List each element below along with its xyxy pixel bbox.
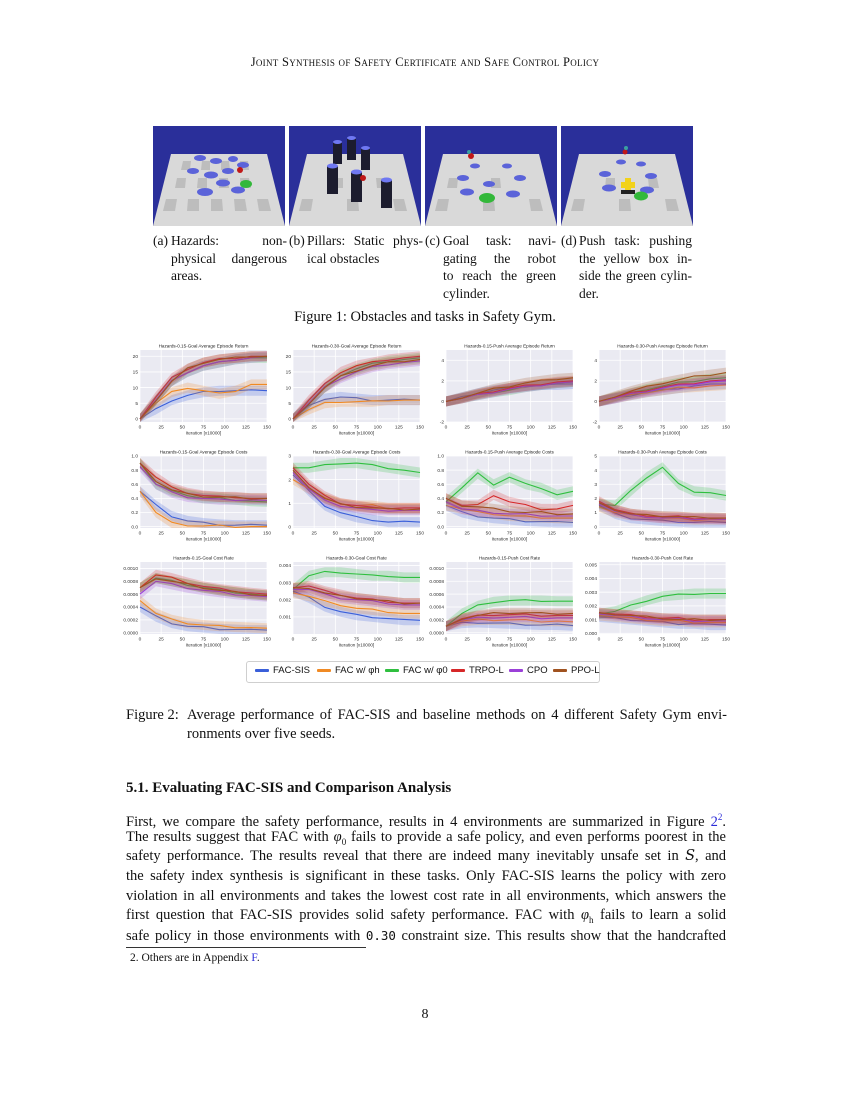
x-tick-label: 125 [241, 637, 250, 643]
x-tick-label: 150 [262, 637, 272, 643]
subplot-title: Hazards-0.30-Goal Average Episode Return [311, 343, 402, 349]
x-tick-label: 50 [332, 637, 339, 643]
x-tick-label: 75 [353, 637, 360, 643]
subcaption-line: areas. [171, 268, 203, 283]
subplot [437, 450, 577, 542]
x-tick-label: 100 [526, 425, 535, 431]
goal-scene-image [425, 126, 557, 226]
y-tick-label: 4 [594, 358, 597, 364]
subplot [593, 344, 730, 436]
subcaption-label: (c) [425, 233, 440, 248]
x-axis-label: Iteration [x10000] [185, 642, 222, 648]
subplot [133, 344, 272, 436]
y-tick-label: 1.0 [437, 454, 444, 460]
subplot-title: Hazards-0.30-Push Cost Rate [631, 555, 694, 561]
x-tick-label: 150 [415, 425, 425, 431]
legend-swatch [451, 669, 465, 672]
x-tick-label: 75 [659, 637, 666, 643]
x-tick-label: 0 [138, 637, 142, 643]
x-tick-label: 125 [394, 637, 403, 643]
subplot-title: Hazards-0.15-Push Cost Rate [478, 555, 541, 561]
y-tick-label: 20 [285, 354, 291, 360]
subcaption-line: Hazards: non- [171, 233, 287, 248]
y-tick-label: 4 [594, 468, 597, 474]
legend-swatch [553, 669, 567, 672]
footnote: 2. Others are in Appendix F. [130, 952, 260, 964]
x-tick-label: 75 [200, 637, 207, 643]
y-tick-label: 4 [441, 358, 444, 364]
y-tick-label: 0.000 [584, 632, 597, 638]
subplot-title: Hazards-0.15-Goal Average Episode Return [158, 343, 249, 349]
legend-label: FAC w/ φh [335, 665, 380, 676]
x-tick-label: 75 [506, 531, 513, 537]
legend-swatch [255, 669, 269, 672]
x-tick-label: 100 [373, 531, 382, 537]
x-tick-label: 25 [617, 637, 623, 643]
figure-ref-link[interactable]: 2 [710, 813, 718, 830]
x-tick-label: 25 [617, 425, 623, 431]
y-tick-label: 0.0002 [429, 618, 444, 624]
y-tick-label: 0.0 [131, 525, 138, 531]
subcaption-line: the yellow box in- [579, 250, 692, 266]
y-tick-label: 2 [441, 379, 444, 385]
paragraph-line: first question that FAC-SIS provides solid safety performance. FAC with $\varphi_h$ fails to learn a solid [126, 907, 727, 926]
x-tick-label: 150 [415, 531, 425, 537]
x-tick-label: 50 [179, 531, 186, 537]
x-tick-label: 125 [547, 531, 556, 537]
x-tick-label: 0 [138, 425, 142, 431]
legend-item [385, 665, 448, 676]
x-tick-label: 50 [179, 637, 186, 643]
subcaption-line: side the green cylin- [579, 268, 692, 283]
y-tick-label: 0.005 [584, 563, 597, 569]
y-tick-label: 0.6 [131, 482, 138, 488]
x-tick-label: 75 [353, 425, 360, 431]
y-tick-label: 2 [288, 478, 291, 484]
subplot-title: Hazards-0.30-Goal Average Episode Costs [312, 449, 401, 455]
x-tick-label: 25 [464, 637, 470, 643]
subplot [594, 450, 730, 542]
footnote-rule [126, 947, 366, 948]
subplot [288, 450, 424, 542]
x-tick-label: 150 [721, 531, 730, 537]
y-tick-label: 2 [594, 497, 597, 503]
y-tick-label: 0.002 [278, 598, 291, 604]
x-axis-label: Iteration [x10000] [338, 430, 375, 436]
y-tick-label: 0.004 [278, 564, 291, 570]
x-axis-label: Iteration [x10000] [338, 642, 375, 648]
y-tick-label: 0.0006 [123, 592, 138, 598]
y-tick-label: 0.0004 [123, 605, 138, 611]
paragraph-line: the safety index synthesis is significant in these tasks. Only FAC-SIS learns the policy with zero [126, 868, 726, 885]
x-tick-label: 100 [373, 637, 382, 643]
paragraph-line: First, we compare the safety performance, results in 4 environments are summarized in Figure $2^2$. [126, 812, 726, 830]
y-tick-label: 0.003 [278, 581, 291, 587]
subplot [440, 344, 578, 436]
subplot-title: Hazards-0.30-Push Average Episode Costs [618, 449, 707, 455]
y-tick-label: 0.0002 [123, 618, 138, 624]
y-tick-label: 0.0008 [123, 579, 138, 585]
subcaption-line: gating the robot [443, 250, 556, 266]
x-tick-label: 125 [700, 637, 709, 643]
y-tick-label: 3 [288, 454, 291, 460]
x-tick-label: 0 [291, 637, 295, 643]
x-tick-label: 100 [679, 425, 688, 431]
subplot-title: Hazards-0.15-Goal Average Episode Costs [159, 449, 248, 455]
push-scene-image [561, 126, 693, 226]
x-tick-label: 75 [353, 531, 360, 537]
figure2-legend [246, 661, 600, 683]
x-tick-label: 75 [506, 425, 513, 431]
x-tick-label: 0 [138, 531, 142, 537]
y-tick-label: 2 [594, 379, 597, 385]
x-tick-label: 125 [547, 425, 556, 431]
x-axis-label: Iteration [x10000] [644, 536, 681, 542]
x-tick-label: 100 [526, 637, 535, 643]
x-tick-label: 100 [679, 637, 688, 643]
subcaption-label: (d) [561, 233, 577, 248]
x-tick-label: 50 [638, 637, 645, 643]
y-tick-label: 5 [135, 401, 138, 407]
paragraph-line: safety performance. The results reveal that there are indeed many inevitably unsafe set in S, and [126, 848, 727, 865]
y-tick-label: 20 [132, 354, 138, 360]
x-tick-label: 75 [200, 531, 207, 537]
y-tick-label: 0 [594, 400, 597, 406]
subcaption-line: der. [579, 285, 599, 301]
x-tick-label: 25 [311, 425, 317, 431]
x-tick-label: 25 [464, 531, 470, 537]
x-tick-label: 125 [547, 637, 556, 643]
y-tick-label: 0.0006 [429, 592, 444, 598]
x-tick-label: 50 [179, 425, 186, 431]
subplot [131, 450, 271, 542]
pillars-scene-image [289, 126, 421, 226]
x-tick-label: 150 [262, 531, 272, 537]
x-tick-label: 100 [526, 531, 535, 537]
y-tick-label: 1 [594, 511, 597, 517]
figure2-caption-line: Average performance of FAC-SIS and baseline methods on 4 different Safety Gym envi- [187, 707, 727, 723]
y-tick-label: 0.6 [437, 482, 444, 488]
y-tick-label: 15 [285, 370, 291, 376]
figure2-plot-grid [118, 340, 730, 658]
legend-label: PPO-L [571, 665, 600, 676]
y-tick-label: 0.0000 [429, 631, 444, 637]
x-tick-label: 150 [568, 531, 578, 537]
x-tick-label: 150 [721, 637, 730, 643]
legend-label: CPO [527, 665, 548, 676]
subcaption-line: ical obstacles [307, 250, 380, 266]
x-tick-label: 125 [700, 425, 709, 431]
x-axis-label: Iteration [x10000] [185, 536, 222, 542]
legend-swatch [509, 669, 523, 672]
x-tick-label: 0 [597, 425, 601, 431]
legend-item [451, 665, 504, 676]
subplot [286, 344, 425, 436]
x-tick-label: 125 [241, 531, 250, 537]
legend-item [553, 665, 600, 676]
x-tick-label: 0 [597, 637, 601, 643]
footnote-marker[interactable]: 2 [717, 812, 723, 822]
x-tick-label: 75 [659, 531, 666, 537]
x-tick-label: 125 [241, 425, 250, 431]
x-tick-label: 150 [568, 637, 578, 643]
hazards-scene-image [153, 126, 285, 226]
y-tick-label: 0 [441, 400, 444, 406]
subcaption-line: Pillars: Static phys- [307, 233, 423, 248]
legend-label: TRPO-L [469, 665, 504, 676]
x-tick-label: 125 [394, 531, 403, 537]
y-tick-label: 0.0000 [123, 631, 138, 637]
x-tick-label: 0 [444, 531, 448, 537]
y-tick-label: 10 [132, 386, 138, 392]
figure1-caption: Figure 1: Obstacles and tasks in Safety Gym. [294, 309, 556, 325]
running-header: Joint Synthesis of Safety Certificate and Safe Control Policy [250, 55, 600, 69]
legend-swatch [385, 669, 399, 672]
y-tick-label: 0.0008 [429, 579, 444, 585]
x-axis-label: Iteration [x10000] [491, 536, 528, 542]
y-tick-label: 1 [288, 501, 291, 507]
x-tick-label: 100 [373, 425, 382, 431]
x-tick-label: 125 [700, 531, 709, 537]
x-tick-label: 100 [220, 425, 229, 431]
y-tick-label: 5 [594, 454, 597, 460]
page-number: 8 [421, 1007, 429, 1022]
y-tick-label: 0.004 [584, 577, 597, 583]
x-axis-label: Iteration [x10000] [644, 642, 681, 648]
legend-item [509, 665, 548, 676]
paragraph-line: The results suggest that FAC with $\varphi_0$ fails to provide a safe policy, and even performs poorest in the [126, 828, 726, 847]
y-tick-label: 0 [288, 417, 291, 423]
x-tick-label: 0 [291, 425, 295, 431]
legend-label: FAC w/ φ0 [403, 665, 448, 676]
x-tick-label: 25 [158, 531, 164, 537]
y-tick-label: 0.8 [437, 468, 444, 474]
x-tick-label: 75 [200, 425, 207, 431]
y-tick-label: 15 [132, 370, 138, 376]
subplot [429, 556, 577, 648]
subplot-title: Hazards-0.15-Push Average Episode Costs [465, 449, 554, 455]
x-tick-label: 50 [332, 531, 339, 537]
legend-item [255, 665, 310, 676]
subplot [123, 556, 271, 648]
y-tick-label: -2 [439, 420, 444, 426]
subcaption-line: physical dangerous [171, 250, 287, 266]
subplot-title: Hazards-0.30-Push Average Episode Return [617, 343, 708, 349]
x-tick-label: 25 [158, 637, 164, 643]
x-tick-label: 50 [485, 531, 492, 537]
subcaption-line: Push task: pushing [579, 233, 692, 248]
x-tick-label: 25 [464, 425, 470, 431]
x-tick-label: 125 [394, 425, 403, 431]
subplot-title: Hazards-0.30-Goal Cost Rate [326, 555, 387, 561]
x-axis-label: Iteration [x10000] [644, 430, 681, 436]
x-tick-label: 50 [638, 531, 645, 537]
subcaption-line: Goal task: navi- [443, 233, 556, 248]
y-tick-label: -2 [592, 420, 597, 426]
subcaption-line: to reach the green [443, 268, 556, 283]
x-tick-label: 150 [415, 637, 425, 643]
y-tick-label: 0.001 [278, 615, 291, 621]
x-tick-label: 25 [311, 531, 317, 537]
y-tick-label: 0.0010 [429, 567, 444, 573]
figure2-caption-line: ronments over five seeds. [187, 726, 336, 742]
y-tick-label: 0 [135, 417, 138, 423]
y-tick-label: 0.0004 [429, 605, 444, 611]
subcaption-label: (a) [153, 233, 168, 248]
x-tick-label: 50 [332, 425, 339, 431]
y-tick-label: 0.4 [131, 497, 138, 503]
paragraph-line: safe policy in those environments with 0.30 constraint size. This results show that the handcrafted [126, 928, 726, 945]
figure2-caption-label: Figure 2: [126, 707, 179, 723]
section-heading: 5.1. Evaluating FAC-SIS and Comparison Analysis [126, 780, 452, 796]
x-tick-label: 0 [597, 531, 601, 537]
x-tick-label: 150 [721, 425, 730, 431]
y-tick-label: 1.0 [131, 454, 138, 460]
y-tick-label: 0.003 [584, 590, 597, 596]
y-tick-label: 0.2 [437, 511, 444, 517]
x-tick-label: 50 [638, 425, 645, 431]
y-tick-label: 0.8 [131, 468, 138, 474]
x-tick-label: 100 [679, 531, 688, 537]
x-axis-label: Iteration [x10000] [338, 536, 375, 542]
y-tick-label: 0.0 [437, 525, 444, 531]
x-tick-label: 75 [506, 637, 513, 643]
legend-label: FAC-SIS [273, 665, 310, 676]
y-tick-label: 0 [594, 525, 597, 531]
x-tick-label: 50 [485, 425, 492, 431]
subplot-title: Hazards-0.15-Goal Cost Rate [173, 555, 234, 561]
x-tick-label: 150 [262, 425, 272, 431]
x-tick-label: 75 [659, 425, 666, 431]
x-tick-label: 100 [220, 637, 229, 643]
y-tick-label: 0 [288, 525, 291, 531]
subcaption-line: cylinder. [443, 285, 490, 301]
x-tick-label: 150 [568, 425, 578, 431]
x-axis-label: Iteration [x10000] [185, 430, 222, 436]
y-tick-label: 0.0010 [123, 567, 138, 573]
appendix-link[interactable]: F [251, 952, 257, 964]
subplot [585, 556, 730, 648]
y-tick-label: 5 [288, 401, 291, 407]
y-tick-label: 10 [285, 386, 291, 392]
x-tick-label: 25 [158, 425, 164, 431]
x-tick-label: 25 [311, 637, 317, 643]
x-tick-label: 100 [220, 531, 229, 537]
x-tick-label: 0 [444, 425, 448, 431]
x-axis-label: Iteration [x10000] [491, 430, 528, 436]
y-tick-label: 0.002 [584, 604, 597, 610]
subplot [279, 556, 424, 648]
x-tick-label: 0 [444, 637, 448, 643]
y-tick-label: 0.001 [584, 618, 597, 624]
subcaption-label: (b) [289, 233, 305, 248]
x-tick-label: 25 [617, 531, 623, 537]
paragraph-line: violation in all environments and takes the lowest cost rate in all environments, which answers the [126, 887, 726, 904]
legend-item [317, 665, 380, 676]
y-tick-label: 0.2 [131, 511, 138, 517]
x-tick-label: 0 [291, 531, 295, 537]
x-axis-label: Iteration [x10000] [491, 642, 528, 648]
x-tick-label: 50 [485, 637, 492, 643]
legend-swatch [317, 669, 331, 672]
body-paragraph [126, 808, 726, 946]
y-tick-label: 0.4 [437, 497, 444, 503]
subplot-title: Hazards-0.15-Push Average Episode Return [464, 343, 555, 349]
y-tick-label: 3 [594, 482, 597, 488]
